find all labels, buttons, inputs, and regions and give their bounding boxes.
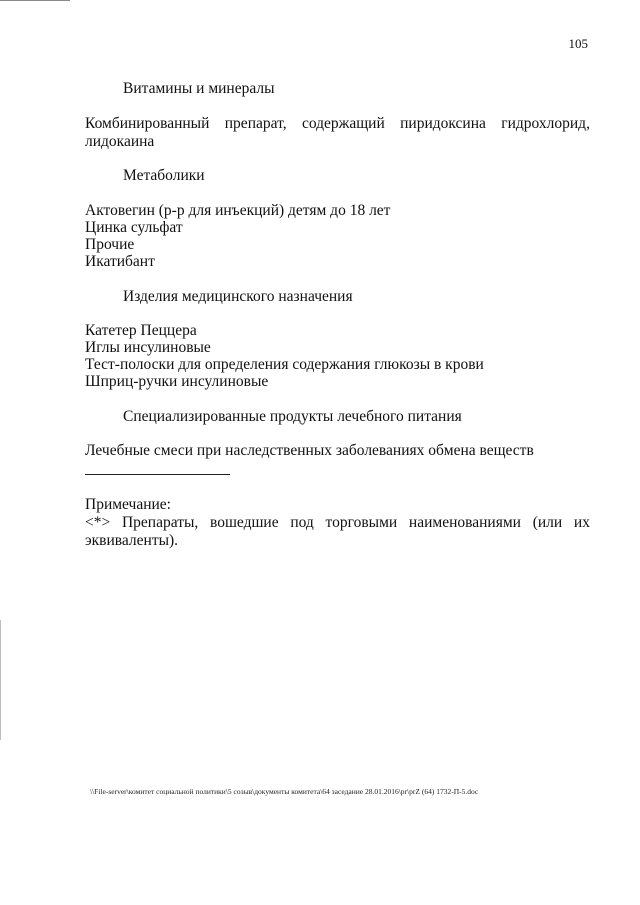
word: гидрохлорид,: [501, 115, 590, 132]
word: вошедшие: [210, 514, 279, 531]
footnote-divider: [85, 474, 230, 475]
note-line-2: эквиваленты).: [85, 532, 179, 549]
file-path-footer: \\File-server\комитет социальной политики\5 созыв\документы комитета\64 заседание 28.01.2016\pr\prZ (64) 1732-П-5.doc: [90, 787, 479, 796]
nutrition-item: Лечебные смеси при наследственных заболеваниях обмена веществ: [85, 442, 534, 459]
word: содержащий: [301, 115, 385, 132]
devices-heading: Изделия медицинского назначения: [123, 288, 353, 305]
list-item: Иглы инсулиновые: [85, 339, 211, 356]
word: торговыми: [325, 514, 398, 531]
list-item: Шприц-ручки инсулиновые: [85, 373, 269, 390]
list-item: Прочие: [85, 236, 135, 253]
word: Комбинированный: [85, 115, 210, 132]
list-item: Цинка сульфат: [85, 219, 183, 236]
word: <*>: [85, 514, 111, 531]
list-item: Катетер Пеццера: [85, 322, 197, 339]
note-line-1: [85, 514, 590, 532]
combined-drug-line-2: лидокаина: [85, 133, 155, 150]
word: пиридоксина: [400, 115, 486, 132]
word: (или: [532, 514, 563, 531]
vitamins-heading: Витамины и минералы: [123, 80, 275, 97]
word: под: [290, 514, 314, 531]
word: Препараты,: [121, 514, 199, 531]
word: препарат,: [224, 115, 287, 132]
scan-edge-left: [0, 620, 1, 740]
combined-drug-line-1: [85, 115, 590, 133]
word: их: [573, 514, 590, 531]
list-item: Актовегин (р-р для инъекций) детям до 18 лет: [85, 202, 391, 219]
list-item: Икатибант: [85, 253, 155, 270]
note-label: Примечание:: [85, 496, 171, 513]
nutrition-heading: Специализированные продукты лечебного питания: [123, 408, 462, 425]
metabolics-heading: Метаболики: [123, 167, 205, 184]
word: наименованиями: [408, 514, 521, 531]
scan-edge-top: [0, 0, 70, 1]
page-number: 105: [568, 36, 588, 51]
list-item: Тест-полоски для определения содержания глюкозы в крови: [85, 356, 484, 373]
